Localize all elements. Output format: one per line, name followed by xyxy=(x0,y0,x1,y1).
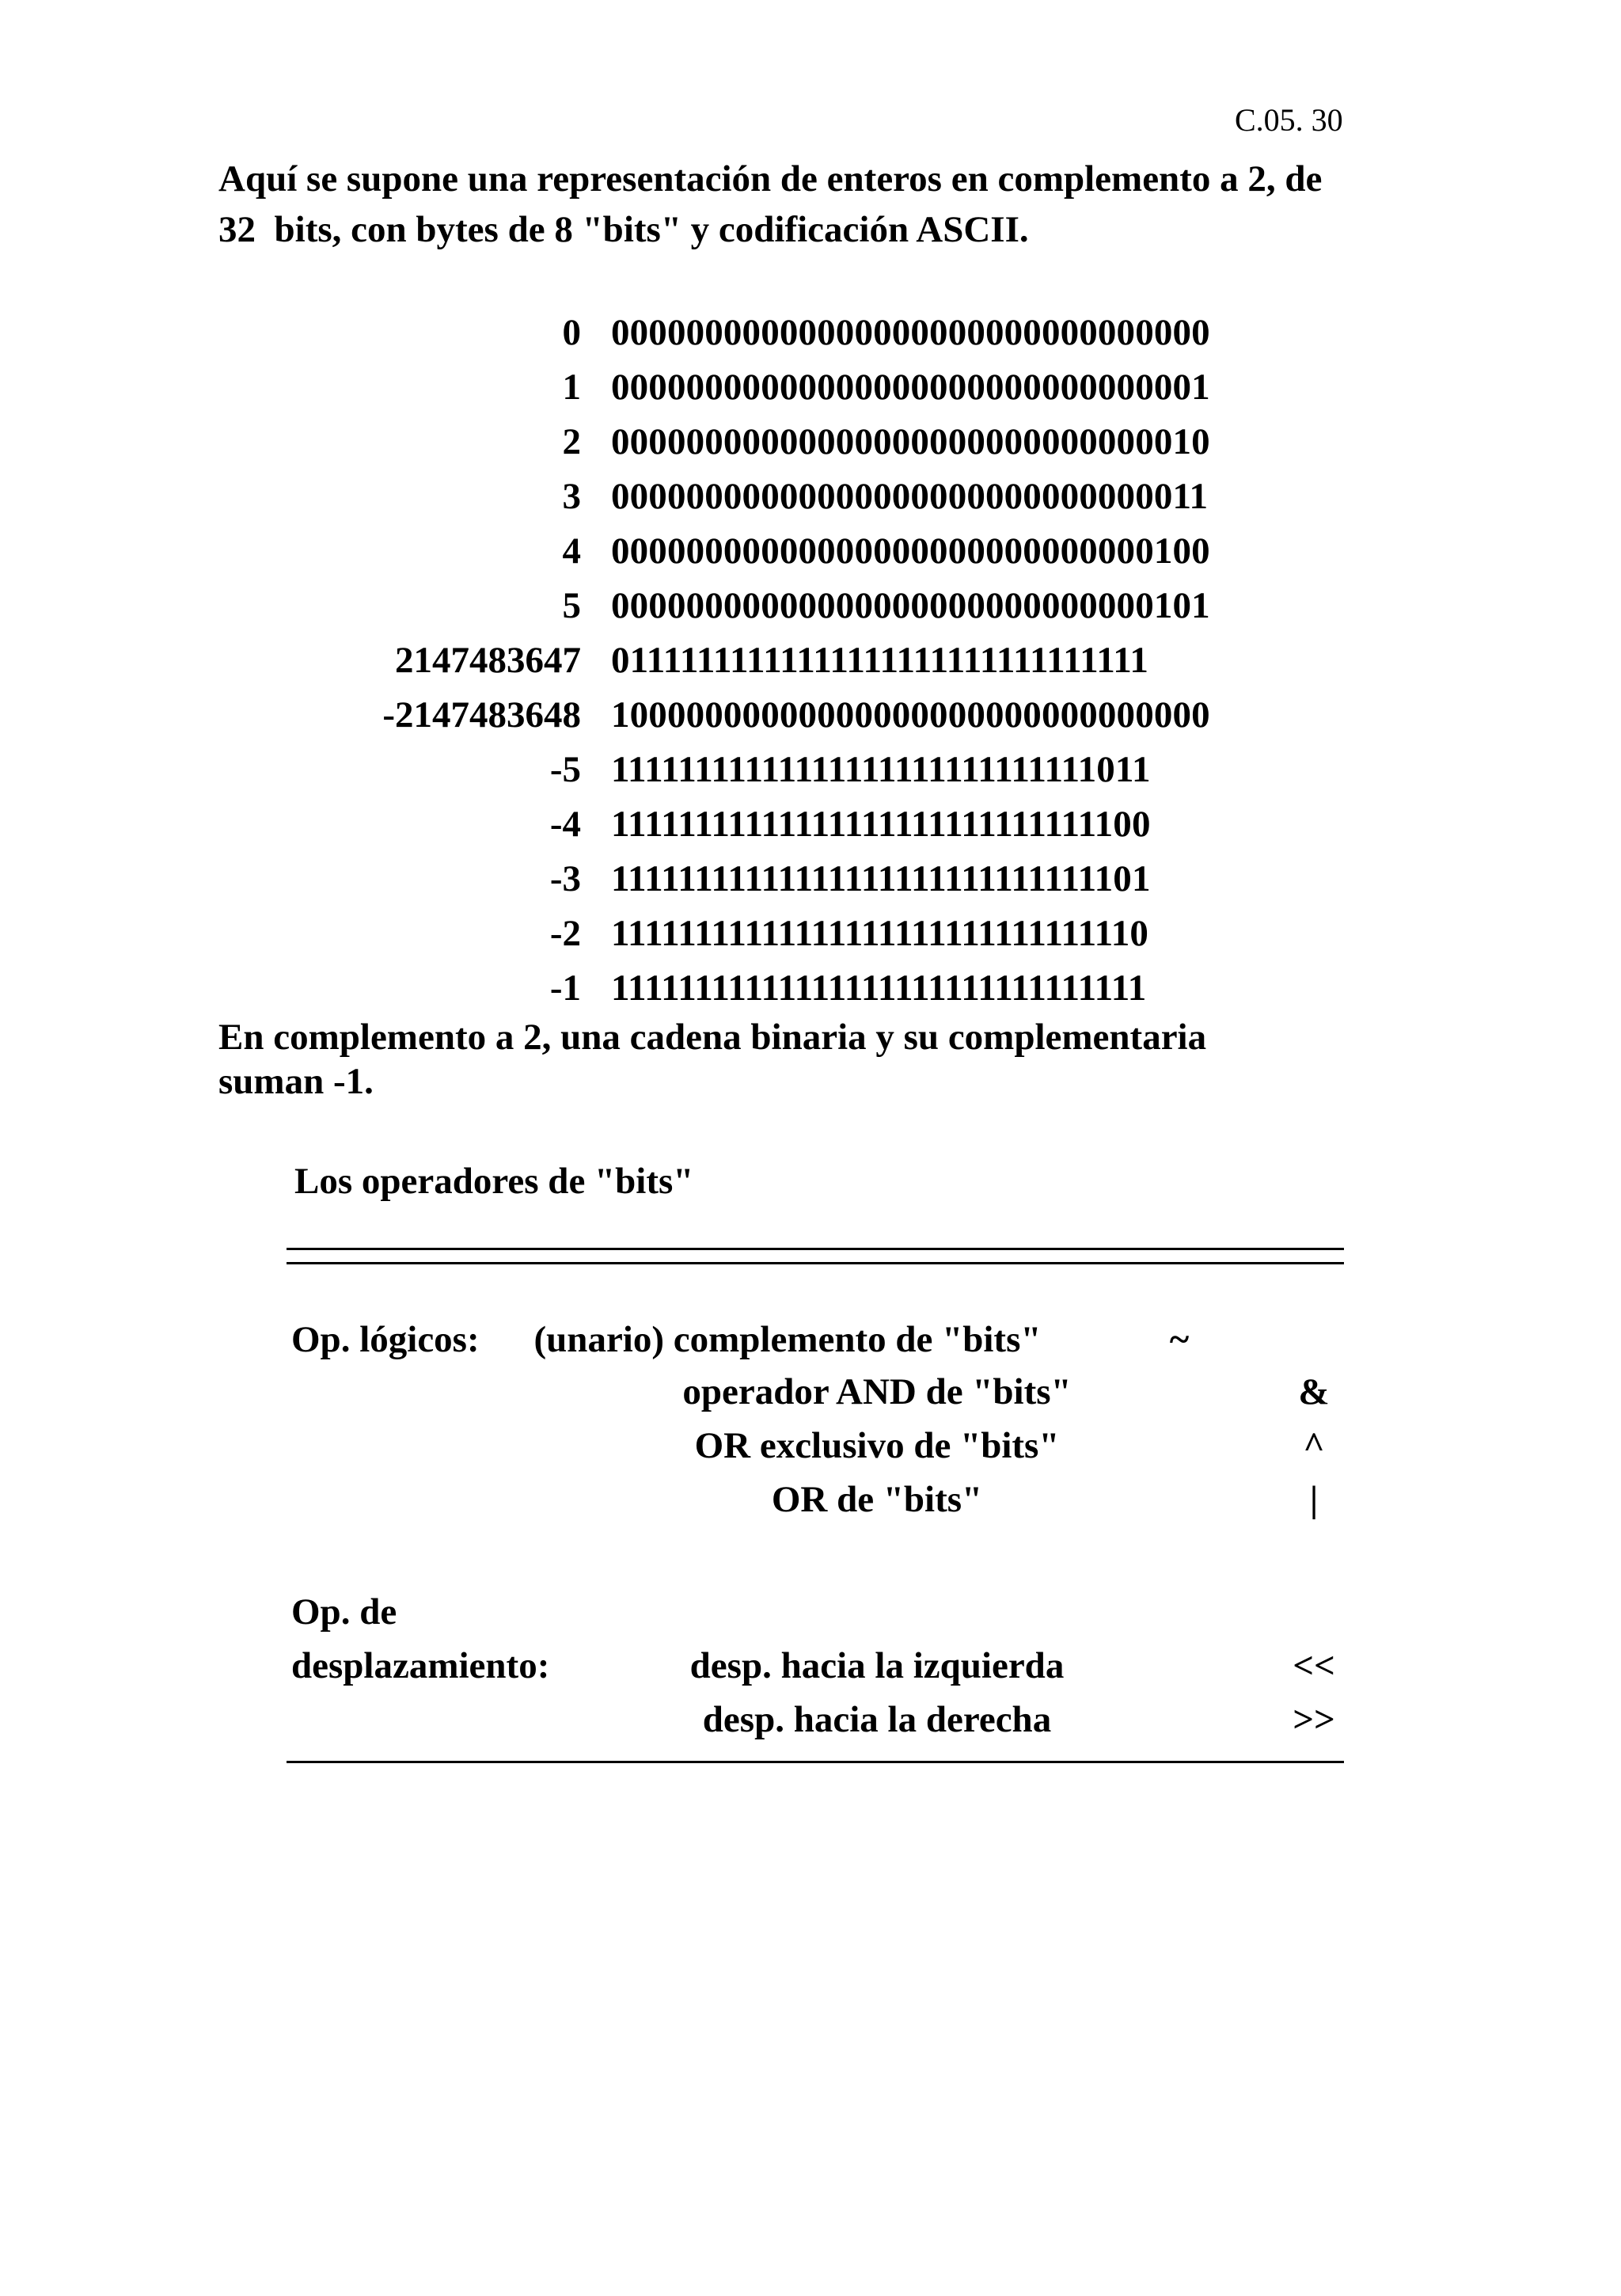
page-number: C.05. 30 xyxy=(1235,102,1343,138)
intro-line-2: 32 bits, con bytes de 8 "bits" y codificación ASCII. xyxy=(218,209,1029,250)
operator-symbol: ~ xyxy=(1169,1319,1190,1360)
binary-value: 00000000000000000000000000000010 xyxy=(611,421,1210,462)
decimal-value: 1 xyxy=(562,367,581,408)
decimal-value: 3 xyxy=(562,476,581,517)
decimal-value: 5 xyxy=(562,585,581,626)
operator-description: OR exclusivo de "bits" xyxy=(694,1425,1060,1466)
decimal-value: -3 xyxy=(549,858,581,899)
binary-value: 11111111111111111111111111111011 xyxy=(611,749,1151,790)
binary-value: 01111111111111111111111111111111 xyxy=(611,640,1149,681)
operator-description: (unario) complemento de "bits" xyxy=(533,1319,1042,1360)
binary-value: 11111111111111111111111111111110 xyxy=(611,913,1149,954)
decimal-value: 4 xyxy=(562,530,581,572)
operator-description: operador AND de "bits" xyxy=(682,1371,1072,1412)
binary-value: 11111111111111111111111111111101 xyxy=(611,858,1151,899)
logical-operators-category: Op. lógicos: xyxy=(291,1319,480,1360)
decimal-value: -4 xyxy=(549,804,581,845)
decimal-value: -2147483648 xyxy=(382,694,581,736)
binary-value: 00000000000000000000000000000011 xyxy=(611,476,1209,517)
shift-operators-category-line-1: Op. de xyxy=(291,1591,397,1633)
operator-description: desp. hacia la derecha xyxy=(702,1699,1052,1740)
decimal-value: -2 xyxy=(549,913,581,954)
conclusion-line-1: En complemento a 2, una cadena binaria y su complementaria xyxy=(218,1017,1207,1058)
binary-value: 11111111111111111111111111111100 xyxy=(611,804,1151,845)
decimal-value: 0 xyxy=(562,312,581,353)
operator-symbol: | xyxy=(1309,1479,1319,1520)
conclusion-line-2: suman -1. xyxy=(218,1061,374,1102)
binary-value: 00000000000000000000000000000001 xyxy=(611,367,1210,408)
shift-operators-category-line-2: desplazamiento: xyxy=(291,1645,550,1686)
decimal-value: -1 xyxy=(549,967,581,1009)
operator-symbol: ^ xyxy=(1303,1425,1325,1466)
decimal-value: -5 xyxy=(549,749,581,790)
operator-symbol: >> xyxy=(1293,1699,1335,1740)
binary-value: 00000000000000000000000000000100 xyxy=(611,530,1210,572)
operator-description: desp. hacia la izquierda xyxy=(689,1645,1065,1686)
operators-heading: Los operadores de "bits" xyxy=(294,1161,694,1202)
decimal-value: 2147483647 xyxy=(395,640,581,681)
binary-value: 00000000000000000000000000000000 xyxy=(611,312,1210,353)
decimal-value: 2 xyxy=(562,421,581,462)
operator-description: OR de "bits" xyxy=(771,1479,983,1520)
operator-symbol: & xyxy=(1298,1371,1330,1412)
operator-symbol: << xyxy=(1293,1645,1335,1686)
table-bottom-rule xyxy=(287,1761,1344,1763)
intro-line-1: Aquí se supone una representación de enteros en complemento a 2, de xyxy=(218,158,1323,200)
binary-value: 11111111111111111111111111111111 xyxy=(611,967,1147,1009)
binary-value: 00000000000000000000000000000101 xyxy=(611,585,1210,626)
binary-value: 10000000000000000000000000000000 xyxy=(611,694,1210,736)
